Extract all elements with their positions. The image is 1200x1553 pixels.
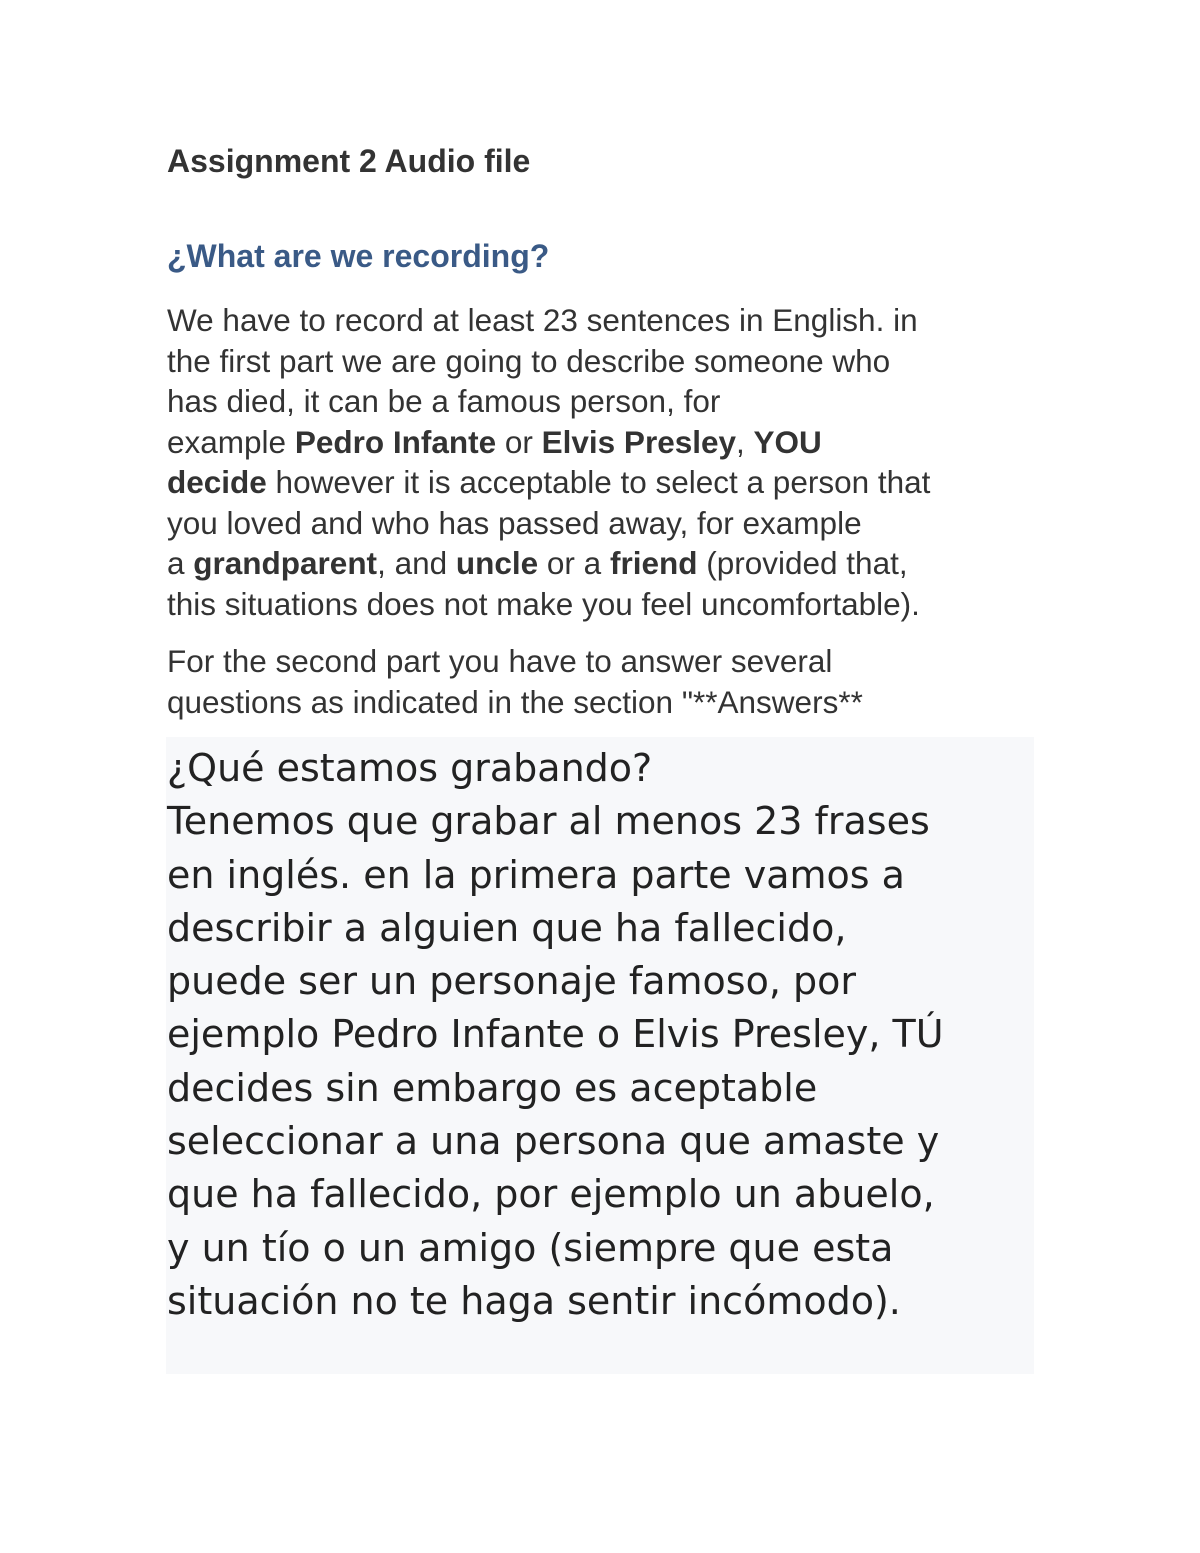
translation-line: seleccionar a una persona que amaste y [167, 1119, 940, 1164]
document-title: Assignment 2 Audio file [167, 143, 531, 179]
paragraph-line: this situations does not make you feel uncomfortable). [167, 585, 920, 622]
spanish-translation [167, 742, 944, 1328]
bold-run: uncle [455, 545, 539, 581]
translation-line: ejemplo Pedro Infante o Elvis Presley, TÚ [167, 1012, 944, 1057]
translation-line: que ha fallecido, por ejemplo un abuelo, [167, 1172, 935, 1217]
paragraph-line: has died, it can be a famous person, for [167, 383, 721, 419]
paragraph-line [167, 462, 1047, 503]
text-run: (provided that, [697, 545, 908, 581]
paragraph-line: the first part we are going to describe someone who [167, 342, 891, 379]
bold-run: friend [609, 545, 698, 581]
translation-line: ¿Qué estamos grabando? [167, 746, 653, 790]
text-run: , [736, 423, 754, 460]
text-run: , and [377, 545, 456, 581]
paragraph-line: you loved and who has passed away, for example [167, 504, 862, 541]
section-heading: ¿What are we recording? [167, 238, 550, 274]
second-part-paragraph [167, 641, 1047, 722]
paragraph-line: We have to record at least 23 sentences in English. in [167, 302, 918, 338]
bold-run: decide [167, 464, 267, 500]
translation-line: y un tío o un amigo (siempre que esta [167, 1225, 894, 1270]
paragraph-line [167, 422, 1047, 463]
paragraph-line: questions as indicated in the section "**Answers** [167, 683, 863, 720]
bold-run: Pedro Infante [294, 423, 497, 460]
bold-run: Elvis Presley [541, 423, 737, 460]
translation-line: en inglés. en la primera parte vamos a [167, 852, 905, 897]
translation-line: puede ser un personaje famoso, por [167, 959, 856, 1004]
text-run: however it is acceptable to select a person that [266, 464, 931, 500]
text-run: or [496, 423, 542, 460]
bold-run: YOU [753, 423, 822, 460]
translation-line: Tenemos que grabar al menos 23 frases [167, 799, 930, 844]
text-run: example [167, 423, 295, 460]
paragraph-line [167, 543, 1047, 584]
translation-line: situación no te haga sentir incómodo). [167, 1278, 901, 1323]
translation-line: decides sin embargo es aceptable [167, 1065, 818, 1110]
text-run: a [167, 545, 194, 581]
text-run: or a [538, 545, 610, 581]
translation-line: describir a alguien que ha fallecido, [167, 905, 847, 950]
description-paragraph [167, 300, 1047, 624]
bold-run: grandparent [193, 545, 378, 581]
paragraph-line: For the second part you have to answer several [167, 643, 833, 679]
